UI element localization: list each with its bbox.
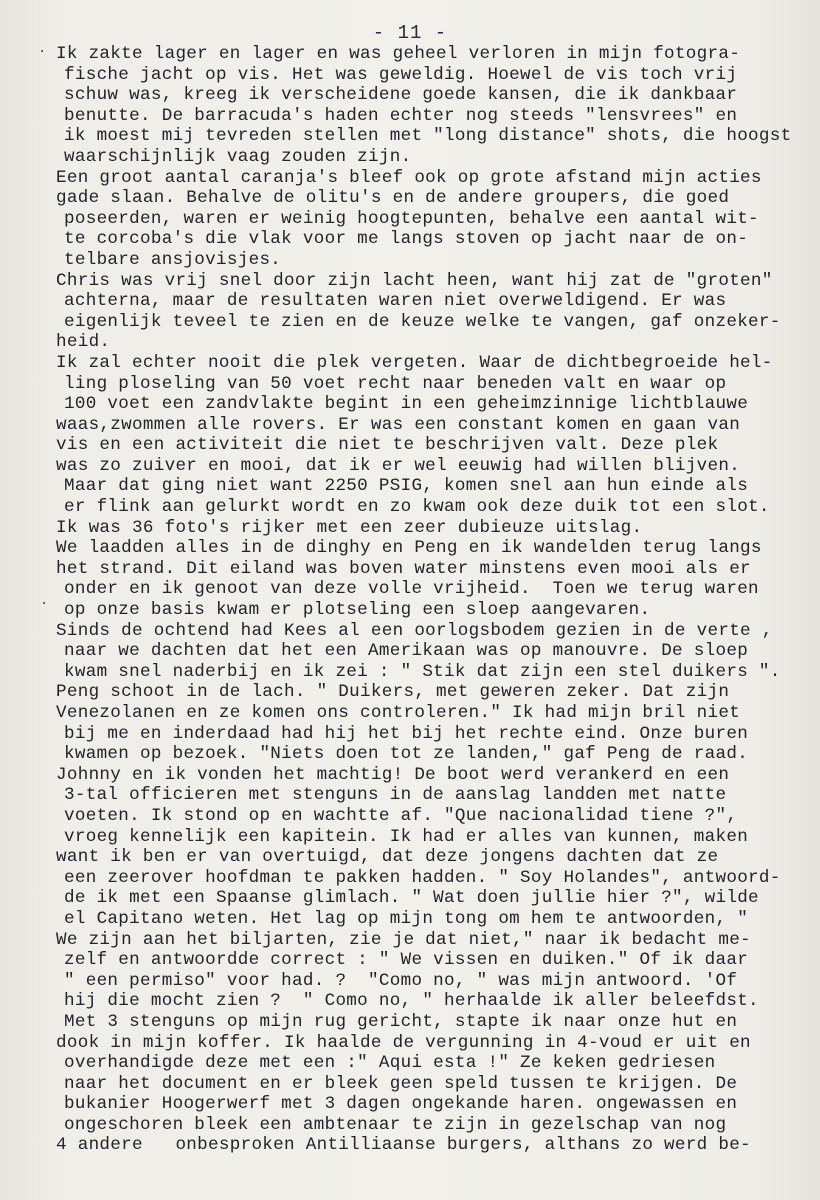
text-line: want ik ben er van overtuigd, dat deze jongens dachten dat ze <box>56 847 719 868</box>
text-line: ling ploseling van 50 voet recht naar beneden valt en waar op <box>64 373 727 394</box>
text-line: bij me en inderdaad had hij het bij het rechte eind. Onze buren <box>64 723 749 744</box>
page-number: - 11 - <box>372 22 448 44</box>
text-line: onder en ik genoot van deze volle vrijheid. Toen we terug waren <box>64 579 759 600</box>
text-line: heid. <box>56 332 111 353</box>
text-line: de ik met een Spaanse glimlach. " Wat doen jullie hier ?", wilde <box>64 888 759 909</box>
text-line: el Capitano weten. Het lag op mijn tong om hem te antwoorden, " <box>64 908 749 929</box>
body-text <box>56 44 816 1156</box>
margin-mark: · <box>38 44 47 60</box>
text-line: eigenlijk teveel te zien en de keuze welke te vangen, gaf onzeker- <box>64 311 781 332</box>
text-line: te corcoba's die vlak voor me langs stoven op jacht naar de on- <box>64 229 749 250</box>
text-line: naar we dachten dat het een Amerikaan was op manouvre. De sloep <box>64 641 749 662</box>
text-line: was zo zuiver en mooi, dat ik er wel eeuwig had willen blijven. <box>56 455 741 476</box>
text-line: Ik was 36 foto's rijker met een zeer dubieuze uitslag. <box>56 517 643 538</box>
text-line: benutte. De barracuda's haden echter nog steeds "lensvrees" en <box>64 105 738 126</box>
text-line: overhandigde deze met een :" Aqui esta !" Ze keken gedriesen <box>64 1053 716 1074</box>
text-line: ik moest mij tevreden stellen met "long distance" shots, die hoogst <box>64 126 792 147</box>
text-line: dook in mijn koffer. Ik haalde de vergunning in 4-voud er uit en <box>56 1032 751 1053</box>
text-line: hij die mocht zien ? " Como no, " herhaalde ik aller beleefdst. <box>64 991 759 1012</box>
text-line: vroeg kennelijk een kapitein. Ik had er alles van kunnen, maken <box>64 826 749 847</box>
text-line: kwamen op bezoek. "Niets doen tot ze landen," gaf Peng de raad. <box>64 744 749 765</box>
text-line: Sinds de ochtend had Kees al een oorlogsbodem gezien in de verte , <box>56 620 773 641</box>
margin-mark: · <box>40 596 49 612</box>
text-line: Een groot aantal caranja's bleef ook op grote afstand mijn acties <box>56 167 762 188</box>
text-line: fische jacht op vis. Het was geweldig. Hoewel de vis toch vrij <box>64 64 738 85</box>
text-line: bukanier Hoogerwerf met 3 dagen ongekande haren. ongewassen en <box>64 1094 738 1115</box>
text-line: er flink aan gelurkt wordt en zo kwam ook deze duik tot een slot. <box>64 497 770 518</box>
text-line: Chris was vrij snel door zijn lacht heen, want hij zat de "groten" <box>56 270 773 291</box>
text-line: vis en een activiteit die niet te beschrijven valt. Deze plek <box>56 435 719 456</box>
text-line: Maar dat ging niet want 2250 PSIG, komen snel aan hun einde als <box>64 476 749 497</box>
text-line: " een permiso" voor had. ? "Como no, " was mijn antwoord. 'Of <box>64 970 738 991</box>
text-line: Venezolanen en ze komen ons controleren." Ik had mijn bril niet <box>56 703 741 723</box>
text-line: Ik zakte lager en lager en was geheel verloren in mijn fotogra- <box>56 44 741 64</box>
text-line: naar het document en er bleek geen speld tussen te krijgen. De <box>64 1073 738 1094</box>
text-line: 100 voet een zandvlakte begint in een geheimzinnige lichtblauwe <box>64 394 749 415</box>
text-line: 4 andere onbesproken Antilliaanse burgers, althans zo werd be- <box>56 1135 751 1156</box>
text-line: voeten. Ik stond op en wachtte af. "Que nacionalidad tiene ?", <box>64 805 738 826</box>
text-line: Ik zal echter nooit die plek vergeten. Waar de dichtbegroeide hel- <box>56 352 773 373</box>
text-line: We laadden alles in de dinghy en Peng en ik wandelden terug langs <box>56 538 762 559</box>
text-line: waas,zwommen alle rovers. Er was een constant komen en gaan van <box>56 414 741 435</box>
text-line: ongeschoren bleek een ambtenaar te zijn in gezelschap van nog <box>64 1114 727 1135</box>
text-line: Peng schoot in de lach. " Duikers, met geweren zeker. Dat zijn <box>56 682 730 703</box>
text-line: kwam snel naderbij en ik zei : " Stik dat zijn een stel duikers ". <box>64 661 781 682</box>
text-line: waarschijnlijk vaag zouden zijn. <box>64 146 412 167</box>
text-line: Met 3 stenguns op mijn rug gericht, stapte ik naar onze hut en <box>64 1011 738 1032</box>
text-line: We zijn aan het biljarten, zie je dat niet," naar ik bedacht me- <box>56 929 751 950</box>
text-line: achterna, maar de resultaten waren niet overweldigend. Er was <box>64 291 727 312</box>
text-line: 3-tal officieren met stenguns in de aanslag landden met natte <box>64 785 727 806</box>
text-line: een zeerover hoofdman te pakken hadden. " Soy Holandes", antwoord- <box>64 867 781 888</box>
text-line: telbare ansjovisjes. <box>64 249 282 270</box>
text-line: op onze basis kwam er plotseling een sloep aangevaren. <box>64 600 651 621</box>
text-line: het strand. Dit eiland was boven water minstens even mooi als er <box>56 558 751 579</box>
text-line: zelf en antwoordde correct : " We vissen en duiken." Of ik daar <box>64 950 749 971</box>
text-line: poseerden, waren er weinig hoogtepunten, behalve een aantal wit- <box>64 208 759 229</box>
text-line: gade slaan. Behalve de olitu's en de andere groupers, die goed <box>56 188 730 209</box>
text-line: Johnny en ik vonden het machtig! De boot werd verankerd en een <box>56 764 730 785</box>
text-line: schuw was, kreeg ik verscheidene goede kansen, die ik dankbaar <box>64 85 738 106</box>
